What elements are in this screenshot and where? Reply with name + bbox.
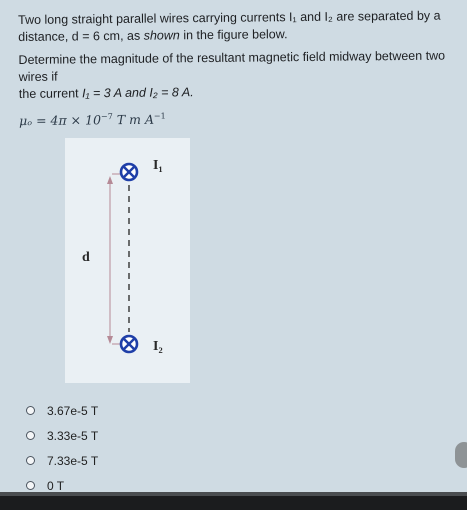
question-line-4-italic: I₁ = 3 A and I₂ = 8 A. xyxy=(82,85,194,101)
question-line-4 xyxy=(19,81,449,103)
question-line-2-prefix: distance, d = 6 cm, as xyxy=(18,28,144,44)
question-paragraph-1 xyxy=(18,7,448,46)
question-text xyxy=(18,7,449,129)
formula-units-exponent: −1 xyxy=(153,111,166,121)
answer-options xyxy=(26,404,98,504)
question-line-1: Two long straight parallel wires carrying currents I₁ and I₂ are separated by a xyxy=(18,8,441,27)
option-4-radio[interactable] xyxy=(26,481,35,490)
question-line-3: Determine the magnitude of the resultant magnetic field midway between two wires if xyxy=(18,48,446,84)
bottom-bar xyxy=(0,492,467,510)
distance-label: d xyxy=(82,250,90,265)
wires-figure xyxy=(65,138,190,383)
formula-units: T m A xyxy=(116,111,155,128)
permeability-formula xyxy=(19,104,449,129)
option-4[interactable] xyxy=(26,479,98,492)
option-4-label[interactable]: 0 T xyxy=(47,478,65,493)
option-3-label[interactable]: 7.33e-5 T xyxy=(47,453,99,468)
question-line-2 xyxy=(18,24,448,46)
option-2[interactable] xyxy=(26,429,98,442)
question-line-2-italic: shown xyxy=(143,28,180,43)
option-1-label[interactable]: 3.67e-5 T xyxy=(47,403,99,418)
option-1-radio[interactable] xyxy=(26,406,35,415)
wire-2-label: I₂ xyxy=(153,339,163,354)
wire-1-label: I₁ xyxy=(153,158,163,173)
question-paragraph-2 xyxy=(18,47,449,103)
option-1[interactable] xyxy=(26,404,98,417)
option-2-label[interactable]: 3.33e-5 T xyxy=(47,428,99,443)
formula-main: μₒ = 4π × 10 xyxy=(19,112,102,129)
distance-arrow-head-bottom xyxy=(107,336,113,344)
option-3-radio[interactable] xyxy=(26,456,35,465)
wire-1-into-page-icon xyxy=(121,164,137,180)
distance-arrow-head-top xyxy=(107,176,113,184)
option-3[interactable] xyxy=(26,454,98,467)
option-2-radio[interactable] xyxy=(26,431,35,440)
question-line-4-prefix: the current xyxy=(18,86,83,101)
scroll-handle[interactable] xyxy=(455,442,467,468)
question-line-2-suffix: in the figure below. xyxy=(179,27,288,43)
bottom-bar-strip xyxy=(0,492,467,496)
wire-2-into-page-icon xyxy=(121,336,137,352)
formula-exponent: −7 xyxy=(100,112,113,122)
